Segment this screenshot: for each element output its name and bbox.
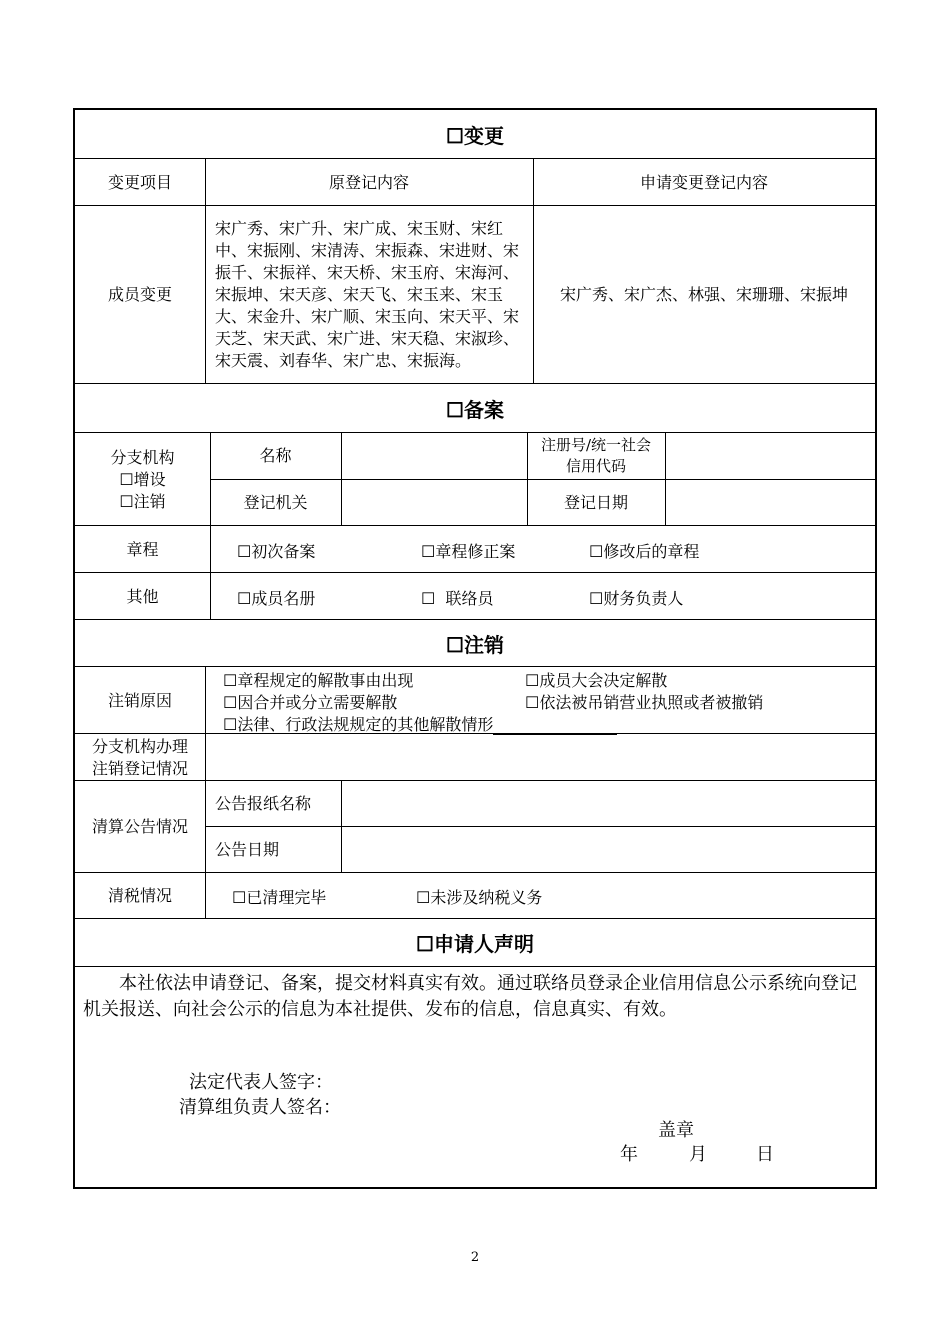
charter-amendment-checkbox[interactable]: ☐章程修正案 — [421, 542, 516, 561]
reg-no-label: 注册号/统一社会信用代码 — [540, 436, 652, 475]
cancel-reason-row — [75, 667, 875, 734]
liquidation-label: 清算公告情况 — [91, 817, 188, 836]
branch-name-field[interactable] — [341, 433, 527, 479]
declaration-text: 本社依法申请登记、备案，提交材料真实有效。通过联络员登录企业信用信息公示系统向登记机关报送、向社会公示的信息为本社提供、发布的信息，信息真实、有效。 — [83, 973, 857, 1020]
member-change-row — [75, 206, 875, 384]
page-number: 2 — [470, 1250, 480, 1265]
change-header-row — [75, 159, 875, 206]
reason-assembly-checkbox[interactable]: ☐成员大会决定解散 — [525, 671, 668, 690]
other-label: 其他 — [126, 586, 159, 606]
reg-date-field[interactable] — [665, 479, 875, 526]
tax-label: 清税情况 — [107, 886, 172, 905]
member-change-label: 成员变更 — [107, 285, 172, 304]
col-original-content: 原登记内容 — [328, 172, 409, 192]
reason-charter-checkbox[interactable]: ☐章程规定的解散事由出现 — [223, 671, 414, 690]
month-label: 月 — [689, 1144, 707, 1165]
newspaper-field[interactable] — [341, 781, 875, 826]
col-new-content: 申请变更登记内容 — [639, 172, 768, 192]
reason-other-blank[interactable] — [493, 718, 617, 735]
branch-label: 分支机构 — [110, 447, 175, 467]
section-change-title: ☐变更 — [446, 123, 504, 148]
notice-date-label: 公告日期 — [215, 839, 280, 859]
section-cancel-header — [75, 620, 875, 667]
authority-label: 登记机关 — [243, 492, 308, 512]
tax-clearance-row — [75, 873, 875, 919]
branch-filing-block — [75, 433, 875, 526]
day-label: 日 — [756, 1144, 774, 1165]
branch-name-label: 名称 — [259, 446, 292, 465]
liaison-checkbox[interactable]: ☐ 联络员 — [421, 589, 494, 608]
tax-cleared-checkbox[interactable]: ☐已清理完毕 — [232, 888, 327, 907]
tax-not-applicable-checkbox[interactable]: ☐未涉及纳税义务 — [416, 888, 543, 907]
reason-merger-checkbox[interactable]: ☐因合并或分立需要解散 — [223, 693, 398, 712]
branch-label-cell — [75, 433, 210, 526]
charter-revised-checkbox[interactable]: ☐修改后的章程 — [589, 542, 700, 561]
reg-date-label: 登记日期 — [563, 492, 628, 512]
reason-other-checkbox[interactable]: ☐法律、行政法规规定的其他解散情形 — [223, 715, 494, 734]
declaration-body — [75, 967, 875, 1187]
section-change-header — [75, 110, 875, 159]
branch-cancel-checkbox[interactable]: ☐注销 — [119, 491, 166, 511]
section-declaration-title: ☐申请人声明 — [416, 932, 534, 956]
liquidation-notice-block — [75, 781, 875, 873]
newspaper-label: 公告报纸名称 — [215, 793, 312, 813]
charter-label: 章程 — [126, 539, 159, 559]
branch-cancel-label: 分支机构办理注销登记情况 — [91, 736, 188, 778]
branch-cancel-field[interactable] — [205, 734, 875, 781]
reason-revoked-checkbox[interactable]: ☐依法被吊销营业执照或者被撤销 — [525, 693, 764, 712]
application-form — [73, 108, 877, 1189]
liquidator-signature-label: 清算组负责人签名： — [179, 1097, 341, 1118]
charter-row — [75, 526, 875, 573]
other-filing-row — [75, 573, 875, 620]
reg-no-field[interactable] — [665, 433, 875, 479]
new-members-text: 宋广秀、宋广杰、林强、宋珊珊、宋振坤 — [559, 285, 848, 304]
original-members-text: 宋广秀、宋广升、宋广成、宋玉财、宋红中、宋振刚、宋清涛、宋振森、宋进财、宋振千、宋振祥、宋天桥、宋玉府、宋海河、宋振坤、宋天彦、宋天飞、宋玉来、宋玉大、宋金升、宋广顺、宋玉向、宋天平、宋天芝、宋天武、宋广进、宋天稳、宋淑珍、宋天震、刘春华、宋广忠、宋振海。 — [215, 219, 520, 370]
seal-label: 盖章 — [658, 1120, 694, 1141]
cancel-reason-label: 注销原因 — [107, 690, 172, 710]
authority-field[interactable] — [341, 479, 527, 526]
member-roster-checkbox[interactable]: ☐成员名册 — [237, 589, 316, 608]
notice-date-field[interactable] — [341, 826, 875, 873]
year-label: 年 — [620, 1144, 638, 1165]
branch-add-checkbox[interactable]: ☐增设 — [119, 469, 166, 489]
branch-cancel-row — [75, 734, 875, 781]
legal-rep-signature-label: 法定代表人签字： — [189, 1072, 333, 1093]
finance-officer-checkbox[interactable]: ☐财务负责人 — [589, 589, 684, 608]
section-declaration-header — [75, 919, 875, 967]
charter-initial-checkbox[interactable]: ☐初次备案 — [237, 542, 316, 561]
section-filing-title: ☐备案 — [446, 397, 504, 422]
section-filing-header — [75, 384, 875, 433]
section-cancel-title: ☐注销 — [446, 632, 504, 657]
col-change-item: 变更项目 — [107, 172, 172, 192]
